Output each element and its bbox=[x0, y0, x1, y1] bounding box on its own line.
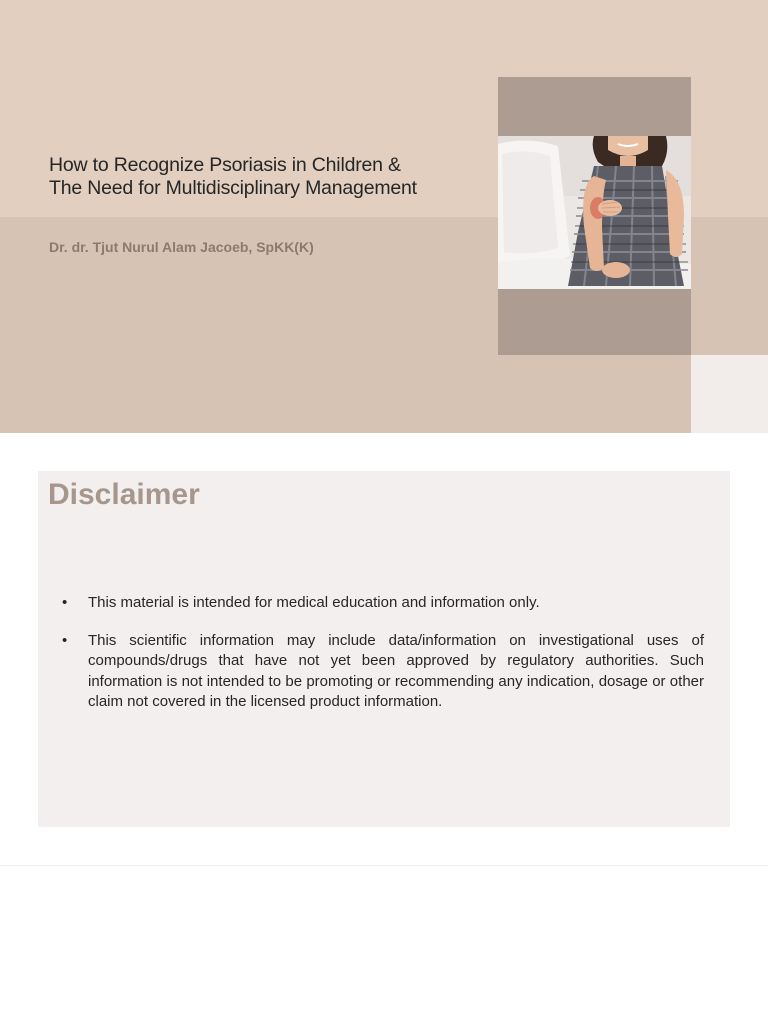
child-scratching-arm-photo bbox=[498, 136, 691, 289]
disclaimer-slide bbox=[38, 471, 730, 827]
disclaimer-bullet-list bbox=[62, 593, 704, 730]
presentation-title-line-1: How to Recognize Psoriasis in Children & bbox=[49, 154, 401, 176]
presentation-title-line-2: The Need for Multidisciplinary Management bbox=[49, 177, 417, 199]
disclaimer-heading: Disclaimer bbox=[48, 478, 200, 511]
disclaimer-bullet-text: This scientific information may include data/information on investigational uses of compounds/drugs that have not yet been approved by regulatory authorities. Such information is not intended to be promoting or recommending any indication, dosage or other claim not covered in the licensed product information. bbox=[88, 631, 704, 710]
disclaimer-bullet-item bbox=[62, 631, 704, 713]
disclaimer-bullet-item bbox=[62, 593, 704, 614]
page-divider bbox=[0, 865, 768, 866]
presentation-title bbox=[49, 154, 489, 200]
disclaimer-bullet-text: This material is intended for medical education and information only. bbox=[88, 594, 540, 611]
title-slide bbox=[0, 0, 768, 433]
title-slide-corner-block bbox=[691, 355, 768, 433]
bullet-dot-icon: • bbox=[62, 631, 68, 649]
bullet-dot-icon: • bbox=[62, 594, 68, 611]
presenter-name: Dr. dr. Tjut Nurul Alam Jacoeb, SpKK(K) bbox=[49, 239, 314, 255]
